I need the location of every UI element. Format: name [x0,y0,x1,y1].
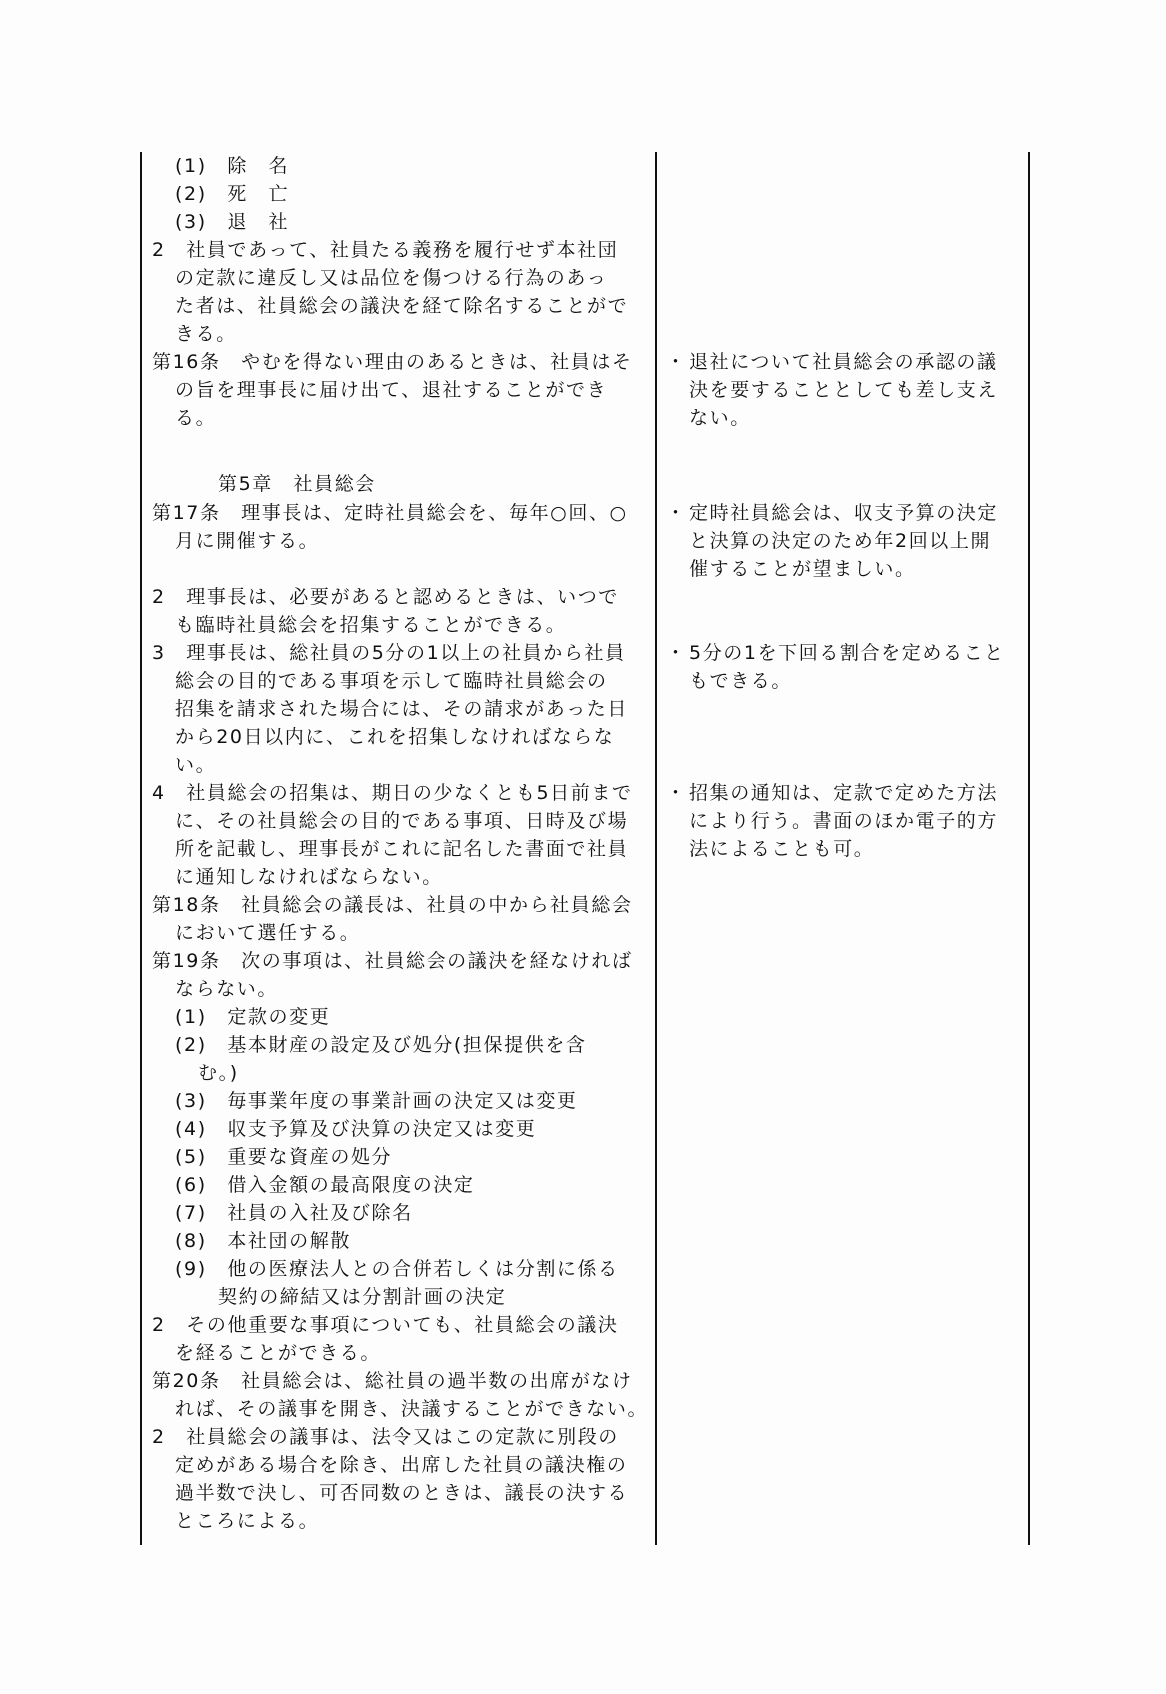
note-text-line [666,639,1005,667]
note-text-line [666,667,792,695]
note-text-line [666,835,874,863]
article-text-line: (5) 重要な資産の処分 [175,1146,393,1168]
note-text-line [666,807,998,835]
note-text: と決算の決定のため年2回以上開 [689,530,992,552]
article-text-line: 総会の目的である事項を示して臨時社員総会の [175,670,608,692]
article-text-line: に通知しなければならない。 [175,866,443,888]
article-text-line: 4 社員総会の招集は、期日の少なくとも5日前まで [152,782,633,804]
article-text-line: において選任する。 [175,922,361,944]
article-text-line: (7) 社員の入社及び除名 [175,1202,413,1224]
article-text-line: (8) 本社団の解散 [175,1230,351,1252]
note-text-line [666,499,998,527]
article-text-line: れば、その議事を開き、決議することができない。 [175,1398,649,1420]
article-text-line: 所を記載し、理事長がこれに記名した書面で社員 [175,838,629,860]
article-text-line: 第17条 理事長は、定時社員総会を、毎年○回、○ [152,502,628,524]
table-column-divider [655,152,657,1545]
article-text-line: (4) 収支予算及び決算の決定又は変更 [175,1118,537,1140]
article-text-line: ならない。 [175,978,279,1000]
article-text-line: (2) 死 亡 [175,183,290,205]
bullet-icon: ・ [666,502,687,524]
bullet-icon: ・ [666,642,687,664]
article-text-line: の旨を理事長に届け出て、退社することができ [175,379,608,401]
bullet-icon: ・ [666,782,687,804]
note-text-line [666,555,916,583]
article-text-line: (1) 定款の変更 [175,1006,331,1028]
article-text-line: 定めがある場合を除き、出席した社員の議決権の [175,1454,628,1476]
article-text-line: も臨時社員総会を招集することができる。 [175,614,567,636]
chapter-heading: 第5章 社員総会 [218,473,376,495]
article-text-line: (3) 毎事業年度の事業計画の決定又は変更 [175,1090,578,1112]
note-text-line [666,348,998,376]
article-text-line: 契約の締結又は分割計画の決定 [218,1286,507,1308]
note-text: 決を要することとしても差し支え [689,379,999,401]
article-text-line: (2) 基本財産の設定及び処分(担保提供を含 [175,1034,587,1056]
note-text: により行う。書面のほか電子的方 [689,810,999,832]
note-text: 退社について社員総会の承認の議 [689,351,998,373]
note-text: もできる。 [689,670,793,692]
note-text: 定時社員総会は、収支予算の決定 [689,502,999,524]
note-text: 催することが望ましい。 [689,558,916,580]
note-text-line [666,779,998,807]
article-text-line: 第19条 次の事項は、社員総会の議決を経なければ [152,950,633,972]
article-text-line: 2 その他重要な事項についても、社員総会の議決 [152,1314,619,1336]
article-text-line: (6) 借入金額の最高限度の決定 [175,1174,475,1196]
table-border-left [140,152,142,1545]
bullet-icon: ・ [666,351,687,373]
article-text-line: 招集を請求された場合には、その請求があった日 [175,698,629,720]
table-border-right [1028,152,1030,1545]
article-text-line: む。) [198,1062,239,1084]
article-text-line: 2 社員総会の議事は、法令又はこの定款に別段の [152,1426,619,1448]
article-text-line: ところによる。 [175,1510,320,1532]
article-text-line: 2 社員であって、社員たる義務を履行せず本社団 [152,239,619,261]
note-text-line [666,376,998,404]
article-text-line: (9) 他の医療法人との合併若しくは分割に係る [175,1258,619,1280]
article-text-line: を経ることができる。 [175,1342,382,1364]
article-text-line: から20日以内に、これを招集しなければならな [175,726,615,748]
article-text-line: 3 理事長は、総社員の5分の1以上の社員から社員 [152,642,626,664]
note-text: ない。 [689,407,751,429]
note-text-line [666,404,751,432]
article-text-line: 2 理事長は、必要があると認めるときは、いつで [152,586,619,608]
note-text: 招集の通知は、定款で定めた方法 [689,782,999,804]
article-text-line: (3) 退 社 [175,211,290,233]
note-text: 法によることも可。 [689,838,875,860]
article-text-line: い。 [175,754,217,776]
article-text-line: 過半数で決し、可否同数のときは、議長の決する [175,1482,629,1504]
article-text-line: た者は、社員総会の議決を経て除名することがで [175,295,629,317]
article-text-line: 第16条 やむを得ない理由のあるときは、社員はそ [152,351,633,373]
article-text-line: に、その社員総会の目的である事項、日時及び場 [175,810,629,832]
article-text-line: 第20条 社員総会は、総社員の過半数の出席がなけ [152,1370,633,1392]
note-text: 5分の1を下回る割合を定めること [689,642,1005,664]
article-text-line: 第18条 社員総会の議長は、社員の中から社員総会 [152,894,633,916]
article-text-line: (1) 除 名 [175,155,290,177]
article-text-line: 月に開催する。 [175,530,320,552]
article-text-line: きる。 [175,323,237,345]
note-text-line [666,527,991,555]
article-text-line: の定款に違反し又は品位を傷つける行為のあっ [175,267,608,289]
article-text-line: る。 [175,407,217,429]
